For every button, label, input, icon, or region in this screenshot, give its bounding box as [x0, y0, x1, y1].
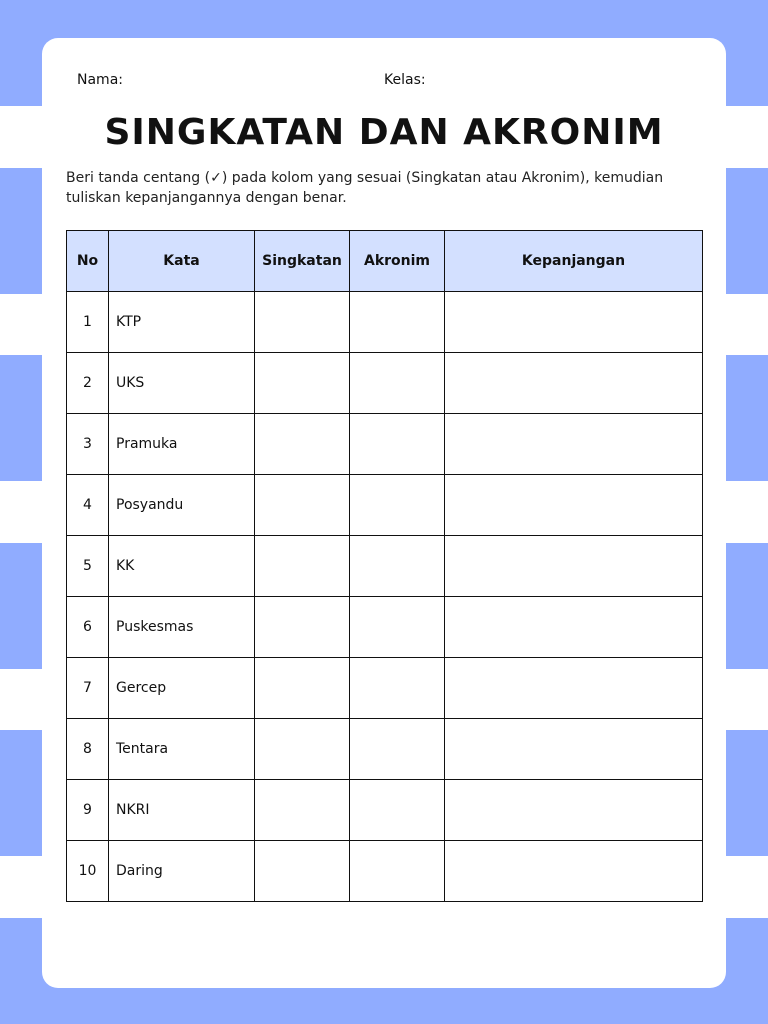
- column-header-kata: Kata: [109, 231, 255, 292]
- column-header-kepanjangan: Kepanjangan: [445, 231, 703, 292]
- table-row: [67, 353, 703, 414]
- row-word: KK: [109, 536, 255, 597]
- akronim-check-cell[interactable]: [350, 719, 445, 780]
- singkatan-check-cell[interactable]: [255, 841, 350, 902]
- kepanjangan-answer-cell[interactable]: [445, 658, 703, 719]
- akronim-check-cell[interactable]: [350, 353, 445, 414]
- akronim-check-cell[interactable]: [350, 597, 445, 658]
- row-number: 1: [67, 292, 109, 353]
- table-header-row: [67, 231, 703, 292]
- right-border-stripe: [726, 730, 768, 856]
- row-word: Daring: [109, 841, 255, 902]
- akronim-check-cell[interactable]: [350, 292, 445, 353]
- column-header-no: No: [67, 231, 109, 292]
- column-header-singkatan: Singkatan: [255, 231, 350, 292]
- class-label: Kelas:: [384, 72, 426, 88]
- singkatan-check-cell[interactable]: [255, 536, 350, 597]
- kepanjangan-answer-cell[interactable]: [445, 719, 703, 780]
- row-number: 2: [67, 353, 109, 414]
- row-word: Tentara: [109, 719, 255, 780]
- worksheet-title: SINGKATAN DAN AKRONIM: [104, 112, 664, 153]
- row-number: 9: [67, 780, 109, 841]
- singkatan-check-cell[interactable]: [255, 414, 350, 475]
- akronim-check-cell[interactable]: [350, 841, 445, 902]
- akronim-check-cell[interactable]: [350, 475, 445, 536]
- right-border-stripe: [726, 168, 768, 294]
- akronim-check-cell[interactable]: [350, 658, 445, 719]
- kepanjangan-answer-cell[interactable]: [445, 780, 703, 841]
- akronim-check-cell[interactable]: [350, 780, 445, 841]
- singkatan-check-cell[interactable]: [255, 597, 350, 658]
- right-border-stripe: [726, 543, 768, 669]
- instruction-text: Beri tanda centang (✓) pada kolom yang sesuai (Singkatan atau Akronim), kemudian tuliskan kepanjangannya dengan benar.: [66, 170, 664, 206]
- row-word: KTP: [109, 292, 255, 353]
- row-number: 8: [67, 719, 109, 780]
- singkatan-check-cell[interactable]: [255, 719, 350, 780]
- table-row: [67, 719, 703, 780]
- left-border-stripe: [0, 730, 42, 856]
- kepanjangan-answer-cell[interactable]: [445, 414, 703, 475]
- kepanjangan-answer-cell[interactable]: [445, 353, 703, 414]
- row-number: 3: [67, 414, 109, 475]
- kepanjangan-answer-cell[interactable]: [445, 292, 703, 353]
- row-word: NKRI: [109, 780, 255, 841]
- table-row: [67, 597, 703, 658]
- row-number: 7: [67, 658, 109, 719]
- worksheet: [42, 38, 726, 988]
- table-row: [67, 292, 703, 353]
- row-number: 4: [67, 475, 109, 536]
- left-border-stripe: [0, 543, 42, 669]
- singkatan-check-cell[interactable]: [255, 353, 350, 414]
- name-label: Nama:: [77, 72, 123, 88]
- singkatan-check-cell[interactable]: [255, 292, 350, 353]
- row-word: Gercep: [109, 658, 255, 719]
- left-border-stripe: [0, 168, 42, 294]
- singkatan-check-cell[interactable]: [255, 658, 350, 719]
- table-row: [67, 658, 703, 719]
- row-number: 10: [67, 841, 109, 902]
- akronim-check-cell[interactable]: [350, 414, 445, 475]
- table-row: [67, 841, 703, 902]
- column-header-akronim: Akronim: [350, 231, 445, 292]
- row-word: Pramuka: [109, 414, 255, 475]
- row-number: 6: [67, 597, 109, 658]
- row-number: 5: [67, 536, 109, 597]
- singkatan-check-cell[interactable]: [255, 475, 350, 536]
- akronim-check-cell[interactable]: [350, 536, 445, 597]
- row-word: Posyandu: [109, 475, 255, 536]
- kepanjangan-answer-cell[interactable]: [445, 536, 703, 597]
- right-border-stripe: [726, 355, 768, 481]
- answer-table: [66, 230, 703, 902]
- row-word: UKS: [109, 353, 255, 414]
- table-row: [67, 414, 703, 475]
- singkatan-check-cell[interactable]: [255, 780, 350, 841]
- table-row: [67, 536, 703, 597]
- kepanjangan-answer-cell[interactable]: [445, 841, 703, 902]
- left-border-stripe: [0, 355, 42, 481]
- table-row: [67, 780, 703, 841]
- row-word: Puskesmas: [109, 597, 255, 658]
- kepanjangan-answer-cell[interactable]: [445, 597, 703, 658]
- table-row: [67, 475, 703, 536]
- kepanjangan-answer-cell[interactable]: [445, 475, 703, 536]
